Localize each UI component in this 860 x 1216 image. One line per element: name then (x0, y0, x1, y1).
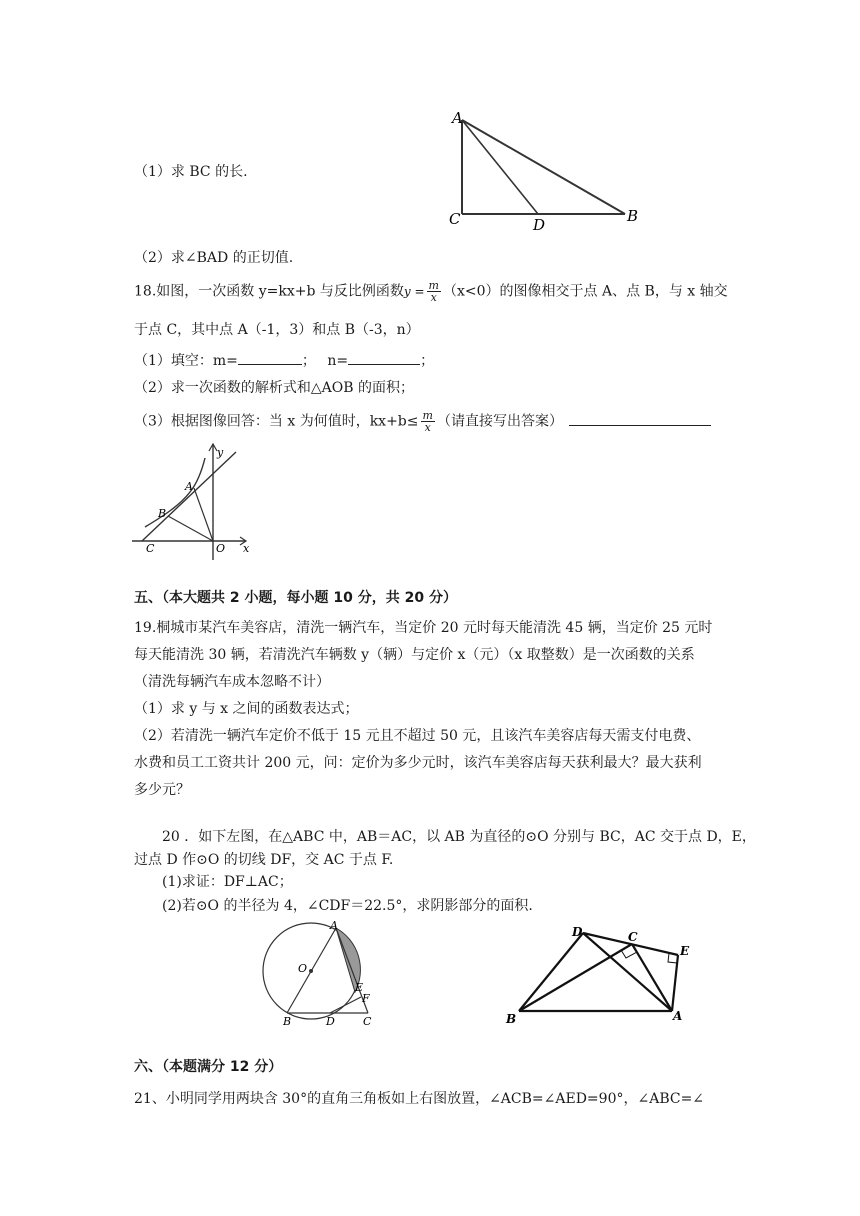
label-B: B (506, 1012, 517, 1026)
label-D: D (326, 1015, 335, 1028)
label-C: C (363, 1015, 372, 1028)
section5-heading: 五、（本大题共 2 小题，每小题 10 分，共 20 分） (134, 590, 457, 606)
q18-part3-b: （请直接写出答案） (436, 413, 563, 430)
label-E: E (680, 944, 690, 958)
q20-part2: (2)若⊙O 的半径为 4，∠CDF＝22.5°，求阴影部分的面积. (162, 898, 533, 914)
q18-intro-a: 18.如图，一次函数 y=kx+b 与反比例函数 (134, 283, 404, 300)
q20-line1: 20 ．如下左图，在△ABC 中，AB＝AC，以 AB 为直径的⊙O 分别与 BC，AC 交于点 D，E， (162, 829, 756, 845)
section6-heading: 六、（本题满分 12 分） (134, 1059, 283, 1075)
label-C: C (146, 542, 155, 555)
label-D: D (572, 925, 583, 939)
q17-part1: （1）求 BC 的长. (134, 164, 248, 180)
label-C: C (628, 930, 638, 944)
q19-line1: 19.桐城市某汽车美容店，清洗一辆汽车，当定价 20 元时每天能清洗 45 辆，当定价 25 元时 (134, 620, 713, 636)
q18-part3-a: （3）根据图像回答：当 x 为何值时，kx+b≤ (134, 413, 419, 430)
label-A: A (452, 109, 463, 127)
segment-BD (519, 933, 583, 1011)
fill-sep: ； n= (301, 353, 349, 369)
label-A: A (185, 480, 193, 493)
q18-intro-b: （x<0）的图像相交于点 A、点 B，与 x 轴交 (442, 283, 728, 300)
fill-prefix: （1）填空：m= (134, 353, 238, 369)
label-E: E (355, 981, 364, 994)
fill-end: ； (420, 353, 435, 369)
label-B: B (627, 207, 639, 225)
label-B: B (158, 507, 167, 520)
label-O: O (298, 962, 308, 975)
label-O: O (216, 542, 226, 555)
label-x: x (243, 542, 250, 555)
label-F: F (362, 992, 370, 1005)
q19-part2-b: 水费和员工工资共计 200 元，问：定价为多少元时，该汽车美容店每天获利最大？最大获利 (134, 755, 702, 771)
q18-part2: （2）求一次函数的解析式和△AOB 的面积； (134, 380, 414, 396)
label-y: y (217, 446, 224, 459)
q18-line2: 于点 C，其中点 A（-1，3）和点 B（-3，n） (134, 322, 420, 338)
q19-part2-c: 多少元？ (134, 782, 190, 798)
frac-num: m (428, 279, 439, 292)
fraction-m-over-x-2: $\frac{m}{x}$ (422, 409, 433, 434)
q20-line2: 过点 D 作⊙O 的切线 DF，交 AC 于点 F. (134, 852, 394, 868)
q19-line3: （清洗每辆汽车成本忽略不计） (134, 674, 330, 690)
right-angle-C (621, 950, 637, 958)
q19-part2-a: （2）若清洗一辆汽车定价不低于 15 元且不超过 50 元，且该汽车美容店每天需支付电费、 (134, 728, 701, 744)
y-eq: y = (403, 284, 425, 299)
label-A: A (673, 1009, 683, 1023)
q20-part1: (1)求证：DF⊥AC； (162, 874, 293, 890)
label-C: C (449, 210, 461, 228)
label-A: A (330, 919, 338, 932)
segment-DA (583, 933, 672, 1011)
q17-part2: （2）求∠BAD 的正切值. (134, 250, 294, 266)
segment-EA (672, 955, 678, 1011)
q19-part1: （1）求 y 与 x 之间的函数表达式； (134, 701, 359, 717)
segment-CA (632, 944, 672, 1011)
q21-line1: 21、小明同学用两块含 30°的直角三角板如上右图放置，∠ACB=∠AED=90°，∠ABC=∠ (134, 1091, 705, 1107)
label-D: D (533, 216, 546, 234)
segment-BC (519, 944, 632, 1011)
label-B: B (283, 1015, 292, 1028)
frac-den: x (430, 291, 437, 304)
q19-line2: 每天能清洗 30 辆，若清洗汽车辆数 y（辆）与定价 x（元）（x 取整数）是一次函数的关系 (134, 647, 695, 663)
